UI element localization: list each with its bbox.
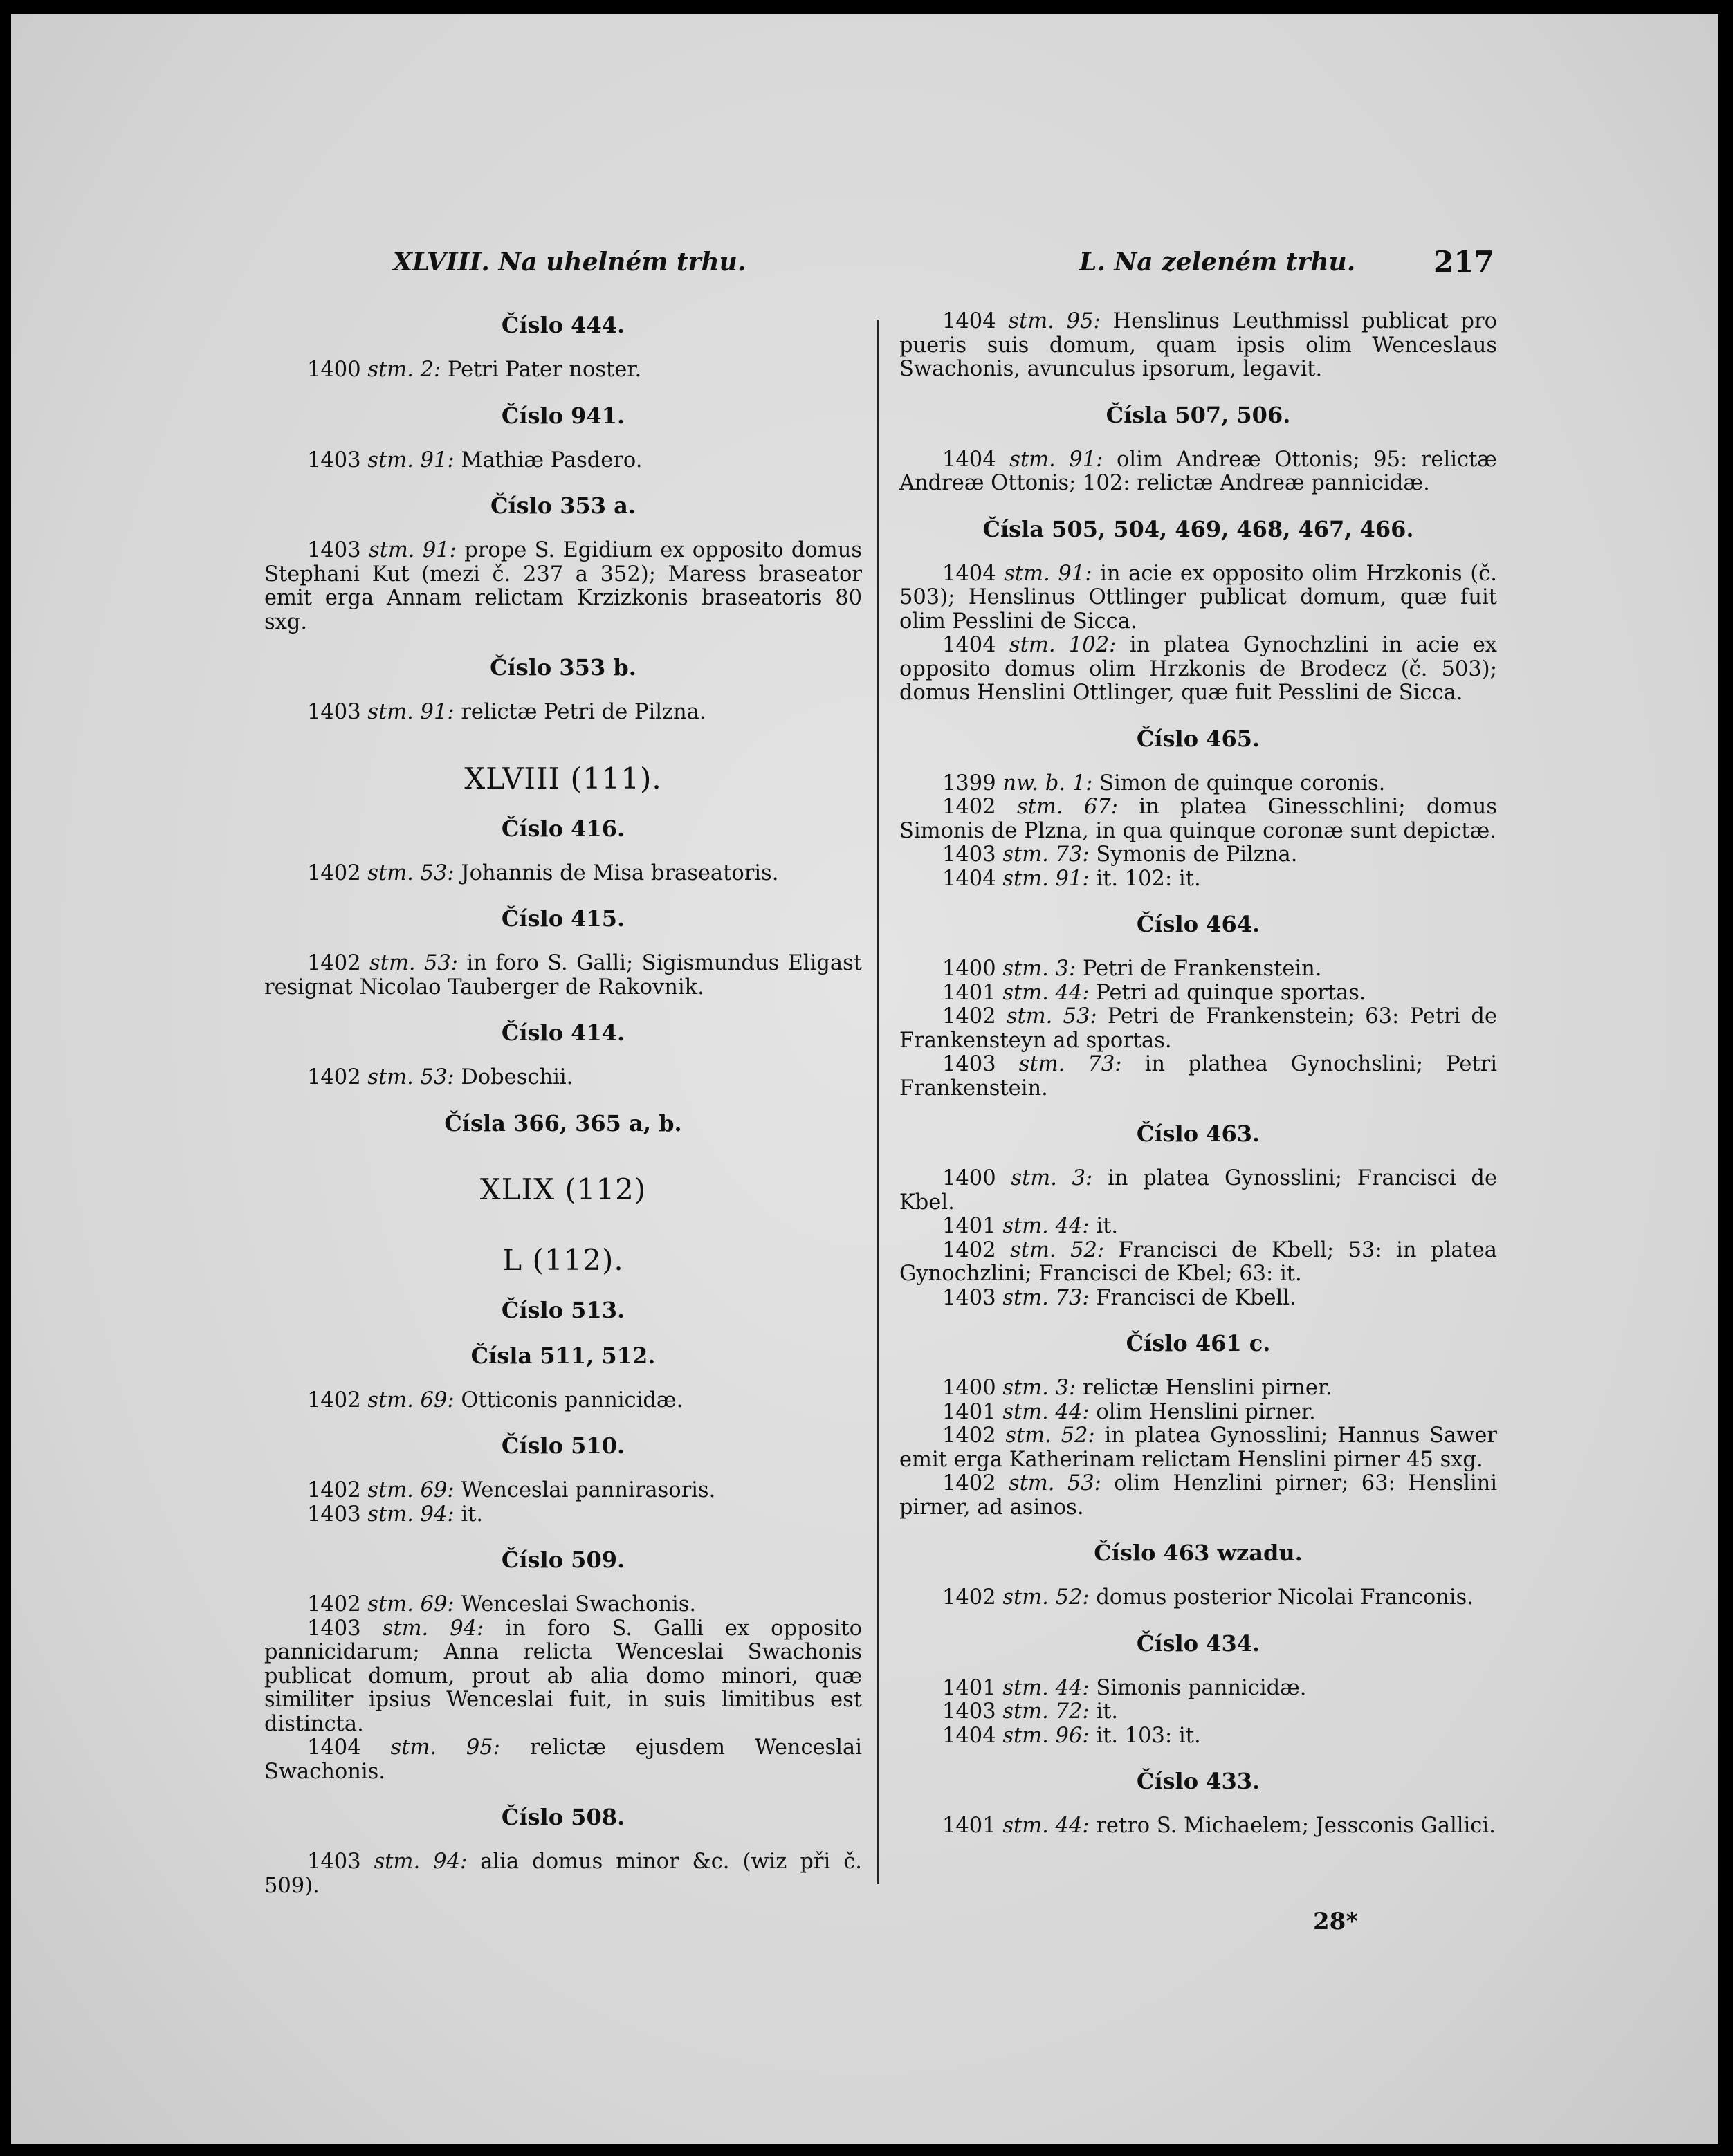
entry-text: Mathiæ Pasdero.	[461, 448, 643, 472]
entry-text: Simon de quinque coronis.	[1099, 771, 1386, 795]
entry	[264, 1066, 862, 1090]
house-number-heading: Číslo 510.	[501, 1432, 625, 1459]
entry-year: 1402	[307, 860, 361, 885]
house-number-heading: Čísla 507, 506.	[1106, 401, 1291, 428]
house-number-heading: Číslo 508.	[501, 1804, 625, 1830]
house-number-heading: Číslo 414.	[501, 1020, 625, 1046]
entry-year: 1402	[307, 1388, 361, 1412]
signature-mark: 28*	[1313, 1908, 1359, 1935]
entry-text: it.	[1096, 1214, 1119, 1238]
entry	[899, 310, 1497, 382]
section-heading: XLVIII (111).	[464, 761, 662, 795]
entry-year: 1403	[942, 1699, 996, 1724]
entry-year: 1403	[307, 1502, 361, 1527]
entry-source-mark: stm. 73:	[1002, 842, 1090, 867]
entry-source-mark: stm. 3:	[1002, 957, 1076, 981]
entry-text: retro S. Michaelem; Jessconis Gallici.	[1096, 1814, 1496, 1838]
entry	[899, 1424, 1497, 1472]
entry-text: in platea Ginesschlini; domus Simonis de Plzna, in qua quinque coronæ sunt depictæ.	[899, 795, 1497, 843]
entry-text: it.	[1096, 1699, 1119, 1724]
entry-text: Symonis de Pilzna.	[1096, 842, 1298, 867]
entry-text: Wenceslai pannirasoris.	[461, 1478, 716, 1502]
entry	[899, 867, 1497, 892]
entry-year: 1404	[942, 633, 996, 657]
entry-source-mark: stm. 69:	[367, 1592, 455, 1616]
entry	[264, 701, 862, 725]
entry	[899, 1677, 1497, 1701]
entry-year: 1403	[942, 1285, 996, 1310]
entry-text: Francisci de Kbell.	[1096, 1285, 1296, 1310]
entry-text: Petri de Frankenstein; 63: Petri de Frankensteyn ad sportas.	[899, 1004, 1498, 1053]
entry-year: 1404	[942, 309, 996, 333]
house-number-heading: Čísla 366, 365 a, b.	[444, 1109, 682, 1136]
house-number-heading: Číslo 465.	[1136, 725, 1260, 752]
entry-source-mark: stm. 94:	[367, 1502, 455, 1527]
entry-year: 1402	[942, 1585, 996, 1610]
entry-text: Dobeschii.	[461, 1065, 574, 1089]
entry-source-mark: stm. 3:	[1002, 1376, 1076, 1400]
entry-year: 1402	[307, 1065, 361, 1089]
entry-text: it. 102: it.	[1096, 866, 1201, 891]
column-divider	[877, 320, 879, 1884]
house-number-heading: Číslo 416.	[501, 815, 625, 842]
entry-text: Francisci de Kbell; 53: in platea Gynochzlini; Francisci de Kbel; 63: it.	[899, 1237, 1497, 1286]
entry-text: olim Henslini pirner.	[1096, 1399, 1316, 1424]
entry-source-mark: stm. 69:	[367, 1388, 455, 1412]
entry	[899, 772, 1497, 796]
entry	[899, 1287, 1497, 1311]
entry-text: Henslinus Leuthmissl publicat pro pueris suis domum, quam ipsis olim Wenceslaus Swachonis, avunculus ipsorum, legavit.	[899, 309, 1497, 381]
entry	[264, 1389, 862, 1413]
entry-source-mark: stm. 53:	[367, 860, 455, 885]
entry-text: in platea Gynosslini; Hannus Sawer emit erga Katherinam relictam Henslini pirner 45 sxg.	[899, 1423, 1497, 1472]
entry-text: Wenceslai Swachonis.	[461, 1592, 697, 1616]
entry-year: 1401	[942, 1814, 996, 1838]
entry-text: in plathea Gynochslini; Petri Frankenstein.	[899, 1052, 1497, 1100]
entry	[264, 358, 862, 383]
entry	[899, 634, 1497, 706]
entry-text: Petri de Frankenstein.	[1082, 957, 1322, 981]
house-number-heading: Číslo 464.	[1136, 911, 1260, 937]
entry-source-mark: stm. 95:	[390, 1735, 500, 1760]
entry-year: 1403	[307, 1616, 361, 1641]
entry-year: 1403	[942, 1052, 996, 1076]
entry-source-mark: stm. 44:	[1002, 1399, 1090, 1424]
entry-text: Johannis de Misa braseatoris.	[461, 860, 779, 885]
entry-text: Petri ad quinque sportas.	[1096, 980, 1366, 1005]
entry-text: Petri Pater noster.	[447, 358, 642, 382]
entry-year: 1404	[942, 866, 996, 891]
entry-source-mark: stm. 91:	[367, 700, 455, 724]
entry-year: 1404	[942, 561, 996, 586]
entry-year: 1402	[307, 1592, 361, 1616]
entry-source-mark: stm. 53:	[369, 951, 459, 975]
house-number-heading: Číslo 509.	[501, 1547, 625, 1573]
entry-source-mark: stm. 52:	[1005, 1423, 1095, 1448]
entry	[264, 1503, 862, 1527]
entry-source-mark: stm. 53:	[367, 1065, 455, 1089]
entry-source-mark: stm. 44:	[1002, 980, 1090, 1005]
entry-year: 1402	[942, 795, 996, 819]
entry-year: 1402	[307, 951, 361, 975]
entry-year: 1399	[942, 771, 996, 795]
running-head-left: XLVIII. Na uhelném trhu.	[393, 248, 746, 277]
entry	[264, 1850, 862, 1898]
entry	[264, 449, 862, 473]
entry	[899, 1724, 1497, 1749]
house-number-heading: Čísla 505, 504, 469, 468, 467, 466.	[982, 515, 1414, 542]
entry	[899, 1401, 1497, 1425]
house-number-heading: Číslo 463 wzadu.	[1094, 1540, 1303, 1566]
entry-source-mark: stm. 91:	[1009, 447, 1103, 472]
entry-source-mark: stm. 91:	[1004, 561, 1092, 586]
entry-year: 1404	[942, 447, 996, 472]
house-number-heading: Číslo 353 b.	[490, 654, 636, 681]
house-number-heading: Číslo 444.	[501, 312, 625, 338]
entry-source-mark: stm. 73:	[1018, 1052, 1122, 1076]
house-number-heading: Číslo 513.	[501, 1296, 625, 1323]
entry-text: relictæ ejusdem Wenceslai Swachonis.	[264, 1735, 862, 1784]
entry-source-mark: stm. 67:	[1017, 795, 1118, 819]
entry	[899, 843, 1497, 867]
entry-source-mark: stm. 53:	[1006, 1004, 1097, 1029]
entry-text: olim Henzlini pirner; 63: Henslini pirner, ad asinos.	[899, 1471, 1498, 1520]
entry-text: domus posterior Nicolai Franconis.	[1096, 1585, 1474, 1610]
entry-source-mark: nw. b. 1:	[1002, 771, 1093, 795]
entry	[899, 1586, 1497, 1610]
entry	[899, 957, 1497, 982]
house-number-heading: Číslo 461 c.	[1126, 1330, 1271, 1356]
entry-source-mark: stm. 96:	[1002, 1723, 1090, 1748]
entry-year: 1402	[307, 1478, 361, 1502]
entry-text: Otticonis pannicidæ.	[461, 1388, 684, 1412]
entry-source-mark: stm. 44:	[1002, 1214, 1090, 1238]
entry-source-mark: stm. 72:	[1002, 1699, 1090, 1724]
entry-source-mark: stm. 91:	[1002, 866, 1090, 891]
entry	[899, 1215, 1497, 1239]
entry-year: 1401	[942, 1675, 996, 1700]
entry-year: 1400	[942, 1166, 996, 1190]
entry-year: 1404	[307, 1735, 361, 1760]
entry-source-mark: stm. 95:	[1008, 309, 1101, 333]
entry-source-mark: stm. 102:	[1009, 633, 1117, 657]
entry	[899, 1376, 1497, 1401]
left-column	[264, 310, 862, 1898]
entry-source-mark: stm. 53:	[1008, 1471, 1101, 1495]
entry	[264, 1593, 862, 1617]
entry-year: 1402	[942, 1471, 996, 1495]
entry-source-mark: stm. 44:	[1002, 1814, 1090, 1838]
entry-text: in foro S. Galli; Sigismundus Eligast resignat Nicolao Tauberger de Rakovnik.	[264, 951, 863, 999]
entry-year: 1403	[307, 700, 361, 724]
entry	[899, 1005, 1497, 1053]
entry	[899, 448, 1497, 496]
entry-source-mark: stm. 73:	[1002, 1285, 1090, 1310]
entry-year: 1400	[942, 957, 996, 981]
entry-text: in foro S. Galli ex opposito pannicidarum; Anna relicta Wenceslai Swachonis publicat domum, prout ab alia domo minori, quæ similiter ipsius Wenceslai fuit, in suis limitibus est distincta.	[264, 1616, 862, 1736]
entry-text: it. 103: it.	[1096, 1723, 1201, 1748]
entry	[899, 1239, 1497, 1287]
entry	[264, 539, 862, 634]
entry-year: 1401	[942, 1399, 996, 1424]
entry-text: Simonis pannicidæ.	[1096, 1675, 1307, 1700]
entry	[899, 562, 1497, 634]
entry-text: in platea Gynochzlini in acie ex opposito domus olim Hrzkonis de Brodecz (č. 503); domus Henslini Ottlinger, quæ fuit Pesslini de Sicca.	[899, 633, 1497, 705]
entry-year: 1402	[942, 1004, 996, 1029]
entry-source-mark: stm. 44:	[1002, 1675, 1090, 1700]
entry-year: 1402	[942, 1237, 996, 1262]
house-number-heading: Číslo 353 a.	[490, 492, 636, 519]
house-number-heading: Číslo 463.	[1136, 1121, 1260, 1147]
entry	[264, 1736, 862, 1784]
entry	[899, 795, 1497, 843]
entry	[899, 1814, 1497, 1839]
entry-source-mark: stm. 94:	[374, 1850, 468, 1874]
entry-text: prope S. Egidium ex opposito domus Stephani Kut (mezi č. 237 a 352); Maress braseator emit erga Annam relictam Krzizkonis braseatoris 80 sxg.	[264, 538, 863, 634]
entry-source-mark: stm. 3:	[1011, 1166, 1093, 1190]
entry-year: 1402	[942, 1423, 996, 1448]
entry-text: olim Andreæ Ottonis; 95: relictæ Andreæ Ottonis; 102: relictæ Andreæ pannicidæ.	[899, 447, 1497, 495]
entry-year: 1403	[942, 842, 996, 867]
entry-text: in acie ex opposito olim Hrzkonis (č. 503); Henslinus Ottlinger publicat domum, quæ fuit olim Pesslini de Sicca.	[899, 561, 1497, 634]
page-number: 217	[1433, 245, 1494, 279]
entry	[899, 1700, 1497, 1724]
entry-year: 1403	[307, 538, 361, 562]
house-number-heading: Čísla 511, 512.	[470, 1342, 656, 1369]
entry	[899, 1053, 1497, 1100]
house-number-heading: Číslo 415.	[501, 905, 625, 932]
entry-source-mark: stm. 91:	[367, 448, 455, 472]
entry-source-mark: stm. 52:	[1010, 1237, 1105, 1262]
entry-year: 1400	[942, 1376, 996, 1400]
house-number-heading: Číslo 433.	[1136, 1768, 1260, 1794]
entry	[264, 952, 862, 999]
house-number-heading: Číslo 434.	[1136, 1630, 1260, 1657]
entry-text: in platea Gynosslini; Francisci de Kbel.	[899, 1166, 1497, 1215]
entry-source-mark: stm. 52:	[1002, 1585, 1090, 1610]
entry-text: relictæ Petri de Pilzna.	[461, 700, 706, 724]
entry-year: 1401	[942, 1214, 996, 1238]
entry-year: 1403	[307, 448, 361, 472]
entry	[899, 1472, 1497, 1520]
entry-year: 1401	[942, 980, 996, 1005]
entry	[899, 982, 1497, 1006]
entry-text: relictæ Henslini pirner.	[1082, 1376, 1332, 1400]
entry	[264, 862, 862, 886]
entry	[264, 1479, 862, 1503]
entry-source-mark: stm. 69:	[367, 1478, 455, 1502]
entry-source-mark: stm. 91:	[368, 538, 457, 562]
entry	[264, 1617, 862, 1737]
entry-year: 1400	[307, 358, 361, 382]
entry-year: 1404	[942, 1723, 996, 1748]
entry-year: 1403	[307, 1850, 361, 1874]
running-head-right: L. Na zeleném trhu.	[1079, 248, 1356, 277]
entry	[899, 1167, 1497, 1215]
house-number-heading: Číslo 941.	[501, 402, 625, 429]
entry-text: alia domus minor &c. (wiz při č. 509).	[264, 1850, 862, 1898]
section-heading: L (112).	[502, 1242, 624, 1277]
entry-source-mark: stm. 2:	[367, 358, 441, 382]
entry-source-mark: stm. 94:	[382, 1616, 484, 1641]
entry-text: it.	[461, 1502, 484, 1527]
section-heading: XLIX (112)	[479, 1172, 647, 1206]
right-column	[899, 310, 1497, 1839]
